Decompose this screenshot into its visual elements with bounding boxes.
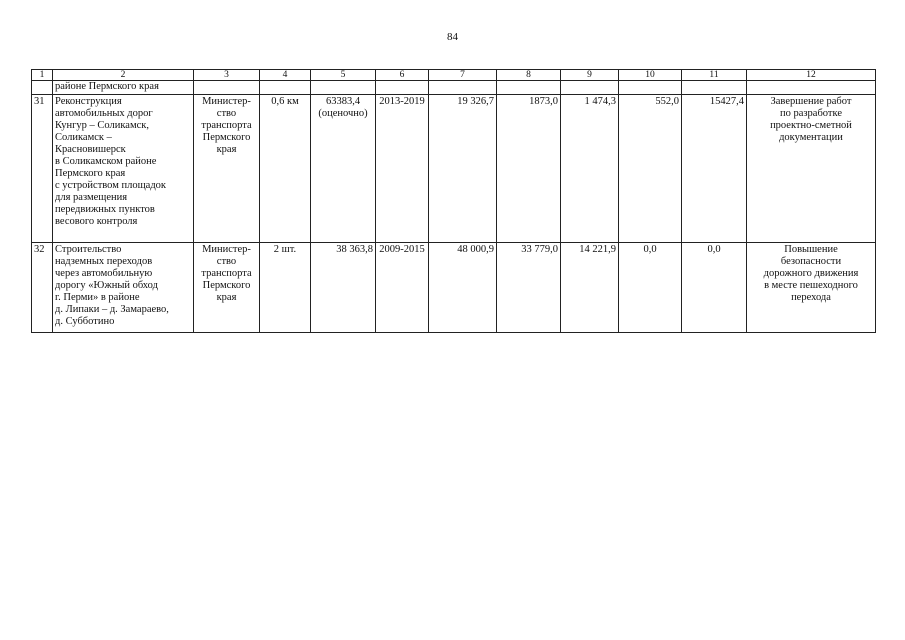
- continuation-name: районе Пермского края: [53, 81, 194, 95]
- page-number: 84: [447, 31, 458, 43]
- capacity: 2 шт.: [260, 243, 311, 333]
- table-cell: [497, 81, 561, 95]
- executor: Министер- ство транспорта Пермского края: [194, 243, 260, 333]
- funding-col-11: 15427,4: [682, 95, 747, 243]
- column-header: 7: [429, 70, 497, 81]
- project-name: Реконструкция автомобильных дорог Кунгур – Соликамск, Соликамск – Красновишерск в Соликамском районе Пермского края с устройством площадок для размещения передвижных пунктов весового контроля: [53, 95, 194, 243]
- funding-col-10: 0,0: [619, 243, 682, 333]
- funding-col-7: 19 326,7: [429, 95, 497, 243]
- capacity: 0,6 км: [260, 95, 311, 243]
- executor: Министер- ство транспорта Пермского края: [194, 95, 260, 243]
- column-header: 12: [747, 70, 876, 81]
- funding-col-9: 1 474,3: [561, 95, 619, 243]
- column-number-row: [32, 70, 876, 81]
- row-number: 32: [32, 243, 53, 333]
- column-header: 4: [260, 70, 311, 81]
- estimated-cost: 63383,4 (оценочно): [311, 95, 376, 243]
- row-number: 31: [32, 95, 53, 243]
- program-table: [31, 69, 876, 333]
- column-header: 3: [194, 70, 260, 81]
- expected-result: Повышение безопасности дорожного движения в месте пешеходного перехода: [747, 243, 876, 333]
- column-header: 10: [619, 70, 682, 81]
- table-row: [32, 243, 876, 333]
- column-header: 2: [53, 70, 194, 81]
- table-cell: [376, 81, 429, 95]
- column-header: 11: [682, 70, 747, 81]
- funding-col-7: 48 000,9: [429, 243, 497, 333]
- estimated-cost: 38 363,8: [311, 243, 376, 333]
- column-header: 1: [32, 70, 53, 81]
- table-cell: [260, 81, 311, 95]
- table-cell: [747, 81, 876, 95]
- table-row: [32, 95, 876, 243]
- column-header: 5: [311, 70, 376, 81]
- column-header: 8: [497, 70, 561, 81]
- table-cell: [561, 81, 619, 95]
- funding-col-8: 1873,0: [497, 95, 561, 243]
- continuation-row: [32, 81, 876, 95]
- table-cell: [32, 81, 53, 95]
- table-cell: [619, 81, 682, 95]
- table-cell: [194, 81, 260, 95]
- project-name: Строительство надземных переходов через автомобильную дорогу «Южный обход г. Перми» в районе д. Липаки – д. Замараево, д. Субботино: [53, 243, 194, 333]
- column-header: 6: [376, 70, 429, 81]
- funding-col-8: 33 779,0: [497, 243, 561, 333]
- table-cell: [682, 81, 747, 95]
- funding-col-10: 552,0: [619, 95, 682, 243]
- funding-col-9: 14 221,9: [561, 243, 619, 333]
- period: 2013-2019: [376, 95, 429, 243]
- column-header: 9: [561, 70, 619, 81]
- table-cell: [429, 81, 497, 95]
- funding-col-11: 0,0: [682, 243, 747, 333]
- expected-result: Завершение работ по разработке проектно-сметной документации: [747, 95, 876, 243]
- table-cell: [311, 81, 376, 95]
- period: 2009-2015: [376, 243, 429, 333]
